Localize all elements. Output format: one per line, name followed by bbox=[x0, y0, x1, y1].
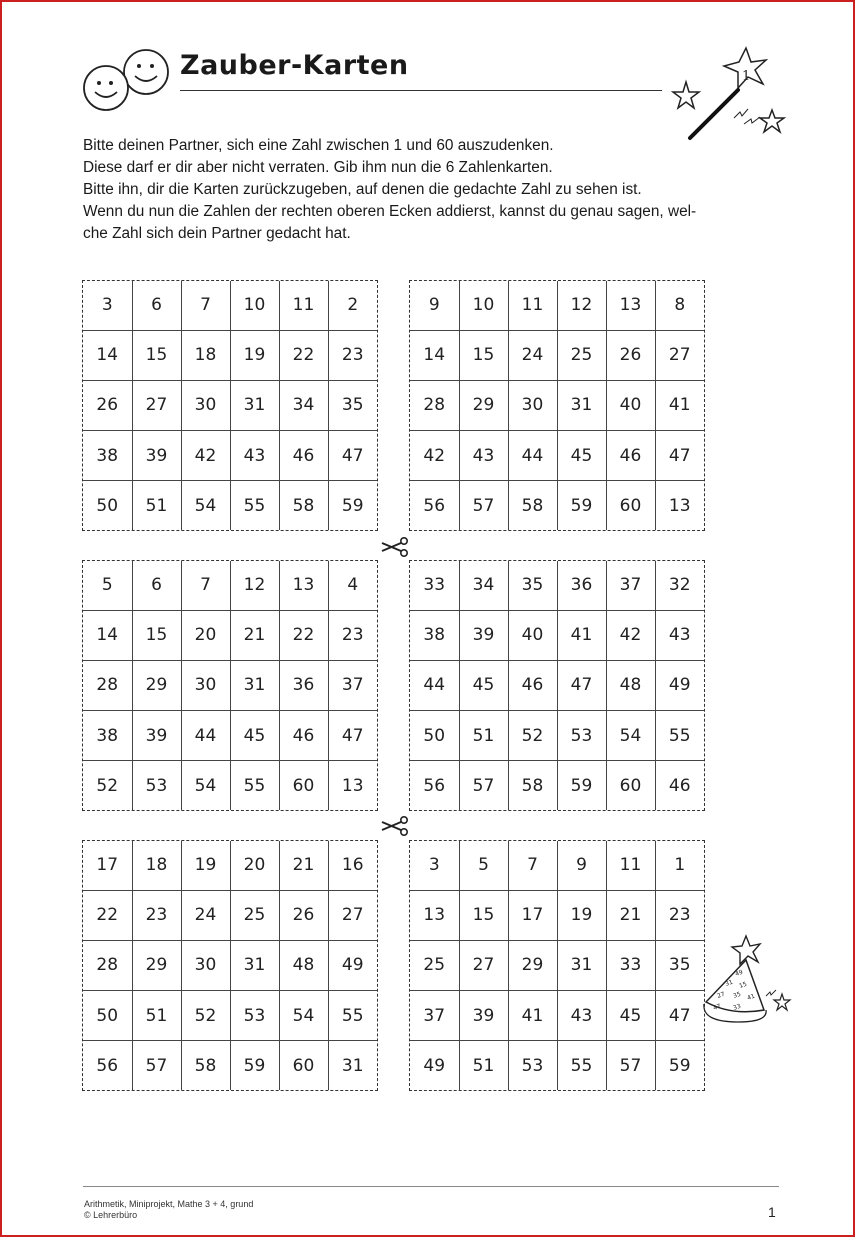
card-row bbox=[410, 991, 704, 1041]
card-number-cell: 29 bbox=[508, 940, 557, 990]
card-number-cell: 33 bbox=[410, 561, 459, 610]
card-number-cell: 54 bbox=[181, 761, 230, 810]
card-number-cell: 7 bbox=[508, 841, 557, 890]
number-card-6 bbox=[409, 840, 705, 1091]
card-number-cell: 50 bbox=[83, 481, 132, 530]
card-number-cell: 42 bbox=[410, 431, 459, 481]
card-number-cell: 26 bbox=[83, 380, 132, 430]
card-number-cell: 36 bbox=[557, 561, 606, 610]
card-number-cell: 47 bbox=[328, 431, 377, 481]
card-number-cell: 25 bbox=[557, 330, 606, 380]
card-number-cell: 54 bbox=[279, 991, 328, 1041]
card-number-cell: 13 bbox=[655, 481, 704, 530]
card-number-cell: 59 bbox=[557, 761, 606, 810]
instruction-line: Bitte ihn, dir die Karten zurückzugeben, auf denen die gedachte Zahl zu sehen ist. bbox=[83, 181, 642, 198]
card-row bbox=[410, 660, 704, 710]
smiley-faces-icon bbox=[80, 46, 176, 116]
card-number-cell: 33 bbox=[606, 940, 655, 990]
scissors-icon bbox=[380, 815, 408, 837]
card-number-cell: 23 bbox=[132, 890, 181, 940]
card-number-cell: 7 bbox=[181, 281, 230, 330]
card-number-cell: 46 bbox=[655, 761, 704, 810]
card-number-cell: 31 bbox=[230, 940, 279, 990]
card-number-cell: 23 bbox=[328, 330, 377, 380]
card-row bbox=[83, 940, 377, 990]
sheet-number-badge: 1 bbox=[742, 69, 751, 84]
card-number-cell: 41 bbox=[508, 991, 557, 1041]
card-number-cell: 37 bbox=[328, 660, 377, 710]
card-number-cell: 56 bbox=[410, 481, 459, 530]
card-number-cell: 46 bbox=[279, 431, 328, 481]
card-number-cell: 50 bbox=[410, 711, 459, 761]
card-number-cell: 7 bbox=[181, 561, 230, 610]
card-number-cell: 4 bbox=[328, 561, 377, 610]
instruction-line: Wenn du nun die Zahlen der rechten oberen Ecken addierst, kannst du genau sagen, wel- bbox=[83, 203, 697, 220]
card-number-cell: 11 bbox=[508, 281, 557, 330]
card-number-cell: 12 bbox=[230, 561, 279, 610]
card-row bbox=[83, 330, 377, 380]
card-number-cell: 8 bbox=[655, 281, 704, 330]
card-number-cell: 45 bbox=[606, 991, 655, 1041]
card-number-cell: 40 bbox=[508, 610, 557, 660]
card-number-cell: 28 bbox=[83, 660, 132, 710]
wizard-hat-icon bbox=[702, 930, 794, 1026]
card-number-cell: 29 bbox=[132, 940, 181, 990]
card-number-cell: 30 bbox=[181, 380, 230, 430]
card-number-cell: 19 bbox=[230, 330, 279, 380]
card-row bbox=[410, 561, 704, 610]
card-row bbox=[410, 380, 704, 430]
card-number-cell: 58 bbox=[279, 481, 328, 530]
card-number-cell: 52 bbox=[181, 991, 230, 1041]
card-number-cell: 13 bbox=[410, 890, 459, 940]
card-number-cell: 55 bbox=[230, 481, 279, 530]
svg-text:33: 33 bbox=[732, 1002, 742, 1012]
card-number-cell: 55 bbox=[230, 761, 279, 810]
title-underline bbox=[180, 90, 662, 91]
card-number-cell: 46 bbox=[508, 660, 557, 710]
card-number-cell: 14 bbox=[410, 330, 459, 380]
card-row bbox=[410, 481, 704, 530]
instruction-line: Bitte deinen Partner, sich eine Zahl zwischen 1 und 60 auszudenken. bbox=[83, 137, 554, 154]
card-number-cell: 30 bbox=[508, 380, 557, 430]
card-number-cell: 37 bbox=[606, 561, 655, 610]
magic-wand-icon bbox=[666, 46, 796, 146]
card-number-cell: 9 bbox=[410, 281, 459, 330]
number-card-2 bbox=[409, 280, 705, 531]
card-number-cell: 27 bbox=[459, 940, 508, 990]
card-number-cell: 43 bbox=[459, 431, 508, 481]
card-number-cell: 54 bbox=[181, 481, 230, 530]
card-number-cell: 28 bbox=[410, 380, 459, 430]
card-number-cell: 25 bbox=[410, 940, 459, 990]
card-row bbox=[83, 610, 377, 660]
card-number-cell: 16 bbox=[328, 841, 377, 890]
footer-line: Arithmetik, Miniprojekt, Mathe 3 + 4, grund bbox=[84, 1199, 254, 1209]
card-number-cell: 47 bbox=[655, 991, 704, 1041]
card-number-cell: 22 bbox=[83, 890, 132, 940]
card-number-cell: 5 bbox=[459, 841, 508, 890]
card-number-cell: 11 bbox=[606, 841, 655, 890]
card-number-cell: 34 bbox=[459, 561, 508, 610]
card-number-cell: 2 bbox=[328, 281, 377, 330]
card-row bbox=[410, 281, 704, 330]
card-number-cell: 44 bbox=[508, 431, 557, 481]
card-number-cell: 18 bbox=[132, 841, 181, 890]
card-number-cell: 54 bbox=[606, 711, 655, 761]
card-number-cell: 60 bbox=[606, 481, 655, 530]
page-title: Zauber-Karten bbox=[180, 50, 409, 81]
card-number-cell: 51 bbox=[459, 1041, 508, 1090]
card-number-cell: 39 bbox=[132, 711, 181, 761]
card-number-cell: 11 bbox=[279, 281, 328, 330]
card-row bbox=[410, 711, 704, 761]
card-number-cell: 53 bbox=[230, 991, 279, 1041]
card-number-cell: 47 bbox=[655, 431, 704, 481]
card-number-cell: 57 bbox=[132, 1041, 181, 1090]
card-number-cell: 12 bbox=[557, 281, 606, 330]
card-number-cell: 37 bbox=[410, 991, 459, 1041]
card-number-cell: 38 bbox=[83, 431, 132, 481]
card-row bbox=[83, 281, 377, 330]
card-number-cell: 47 bbox=[328, 711, 377, 761]
card-number-cell: 23 bbox=[328, 610, 377, 660]
footer-copyright: © Lehrerbüro bbox=[84, 1210, 138, 1220]
card-number-cell: 13 bbox=[606, 281, 655, 330]
instructions-text bbox=[83, 135, 783, 245]
card-number-cell: 49 bbox=[410, 1041, 459, 1090]
card-number-cell: 39 bbox=[459, 610, 508, 660]
card-number-cell: 15 bbox=[459, 890, 508, 940]
card-row bbox=[83, 711, 377, 761]
card-number-cell: 21 bbox=[230, 610, 279, 660]
page-number: 1 bbox=[768, 1204, 776, 1220]
card-number-cell: 59 bbox=[328, 481, 377, 530]
card-number-cell: 47 bbox=[557, 660, 606, 710]
card-number-cell: 39 bbox=[459, 991, 508, 1041]
card-number-cell: 27 bbox=[655, 330, 704, 380]
card-row bbox=[410, 940, 704, 990]
card-number-cell: 31 bbox=[230, 380, 279, 430]
card-number-cell: 49 bbox=[328, 940, 377, 990]
card-number-cell: 29 bbox=[459, 380, 508, 430]
card-number-cell: 15 bbox=[132, 610, 181, 660]
card-number-cell: 41 bbox=[557, 610, 606, 660]
card-number-cell: 46 bbox=[606, 431, 655, 481]
card-number-cell: 55 bbox=[557, 1041, 606, 1090]
card-row bbox=[83, 841, 377, 890]
card-number-cell: 42 bbox=[181, 431, 230, 481]
card-number-cell: 42 bbox=[606, 610, 655, 660]
card-number-cell: 59 bbox=[655, 1041, 704, 1090]
number-card-5 bbox=[82, 840, 378, 1091]
card-table bbox=[410, 841, 704, 1090]
card-number-cell: 31 bbox=[230, 660, 279, 710]
card-row bbox=[410, 330, 704, 380]
card-number-cell: 51 bbox=[132, 991, 181, 1041]
card-number-cell: 15 bbox=[459, 330, 508, 380]
card-number-cell: 52 bbox=[83, 761, 132, 810]
card-number-cell: 60 bbox=[606, 761, 655, 810]
card-number-cell: 38 bbox=[83, 711, 132, 761]
card-number-cell: 19 bbox=[181, 841, 230, 890]
card-row bbox=[410, 1041, 704, 1090]
card-row bbox=[83, 890, 377, 940]
card-row bbox=[83, 481, 377, 530]
card-number-cell: 57 bbox=[459, 481, 508, 530]
card-row bbox=[410, 761, 704, 810]
card-number-cell: 10 bbox=[230, 281, 279, 330]
card-number-cell: 51 bbox=[132, 481, 181, 530]
card-number-cell: 48 bbox=[279, 940, 328, 990]
card-number-cell: 10 bbox=[459, 281, 508, 330]
card-number-cell: 35 bbox=[328, 380, 377, 430]
card-number-cell: 13 bbox=[328, 761, 377, 810]
card-number-cell: 32 bbox=[655, 561, 704, 610]
card-number-cell: 15 bbox=[132, 330, 181, 380]
card-number-cell: 53 bbox=[132, 761, 181, 810]
card-table bbox=[83, 841, 377, 1090]
card-number-cell: 23 bbox=[655, 890, 704, 940]
card-number-cell: 27 bbox=[328, 890, 377, 940]
card-number-cell: 58 bbox=[508, 481, 557, 530]
card-number-cell: 58 bbox=[181, 1041, 230, 1090]
instruction-line: che Zahl sich dein Partner gedacht hat. bbox=[83, 225, 351, 242]
card-number-cell: 24 bbox=[508, 330, 557, 380]
card-number-cell: 60 bbox=[279, 1041, 328, 1090]
card-number-cell: 59 bbox=[230, 1041, 279, 1090]
card-number-cell: 31 bbox=[328, 1041, 377, 1090]
card-number-cell: 5 bbox=[83, 561, 132, 610]
card-number-cell: 43 bbox=[230, 431, 279, 481]
card-number-cell: 28 bbox=[83, 940, 132, 990]
card-number-cell: 13 bbox=[279, 561, 328, 610]
card-number-cell: 35 bbox=[655, 940, 704, 990]
svg-text:49: 49 bbox=[734, 968, 744, 978]
card-number-cell: 24 bbox=[181, 890, 230, 940]
card-number-cell: 27 bbox=[132, 380, 181, 430]
card-number-cell: 48 bbox=[606, 660, 655, 710]
card-row bbox=[410, 841, 704, 890]
card-number-cell: 21 bbox=[606, 890, 655, 940]
card-number-cell: 45 bbox=[459, 660, 508, 710]
card-table bbox=[410, 561, 704, 810]
card-row bbox=[83, 380, 377, 430]
card-number-cell: 26 bbox=[606, 330, 655, 380]
card-number-cell: 39 bbox=[132, 431, 181, 481]
card-number-cell: 56 bbox=[83, 1041, 132, 1090]
card-number-cell: 6 bbox=[132, 561, 181, 610]
card-number-cell: 20 bbox=[230, 841, 279, 890]
card-number-cell: 9 bbox=[557, 841, 606, 890]
card-row bbox=[410, 610, 704, 660]
card-number-cell: 51 bbox=[459, 711, 508, 761]
card-number-cell: 49 bbox=[655, 660, 704, 710]
card-number-cell: 19 bbox=[557, 890, 606, 940]
card-number-cell: 45 bbox=[230, 711, 279, 761]
card-row bbox=[83, 660, 377, 710]
card-number-cell: 20 bbox=[181, 610, 230, 660]
card-number-cell: 35 bbox=[508, 561, 557, 610]
card-number-cell: 34 bbox=[279, 380, 328, 430]
footer-source bbox=[84, 1199, 253, 1221]
card-number-cell: 18 bbox=[181, 330, 230, 380]
card-number-cell: 3 bbox=[83, 281, 132, 330]
card-number-cell: 36 bbox=[279, 660, 328, 710]
card-number-cell: 41 bbox=[655, 380, 704, 430]
svg-text:27: 27 bbox=[716, 990, 726, 1000]
card-number-cell: 53 bbox=[557, 711, 606, 761]
card-number-cell: 22 bbox=[279, 610, 328, 660]
card-number-cell: 56 bbox=[410, 761, 459, 810]
card-number-cell: 40 bbox=[606, 380, 655, 430]
card-number-cell: 29 bbox=[132, 660, 181, 710]
card-number-cell: 31 bbox=[557, 940, 606, 990]
card-number-cell: 30 bbox=[181, 660, 230, 710]
card-number-cell: 17 bbox=[83, 841, 132, 890]
card-row bbox=[83, 761, 377, 810]
card-number-cell: 44 bbox=[181, 711, 230, 761]
instruction-line: Diese darf er dir aber nicht verraten. Gib ihm nun die 6 Zahlenkarten. bbox=[83, 159, 553, 176]
card-number-cell: 1 bbox=[655, 841, 704, 890]
card-number-cell: 50 bbox=[83, 991, 132, 1041]
card-row bbox=[83, 431, 377, 481]
card-number-cell: 52 bbox=[508, 711, 557, 761]
svg-text:47: 47 bbox=[712, 1002, 722, 1012]
svg-text:41: 41 bbox=[746, 992, 756, 1002]
card-number-cell: 53 bbox=[508, 1041, 557, 1090]
card-table bbox=[410, 281, 704, 530]
card-row bbox=[83, 561, 377, 610]
card-number-cell: 57 bbox=[606, 1041, 655, 1090]
card-row bbox=[410, 431, 704, 481]
svg-text:35: 35 bbox=[732, 990, 742, 1000]
card-number-cell: 6 bbox=[132, 281, 181, 330]
number-card-1 bbox=[82, 280, 378, 531]
card-number-cell: 45 bbox=[557, 431, 606, 481]
card-row bbox=[83, 991, 377, 1041]
card-number-cell: 46 bbox=[279, 711, 328, 761]
card-number-cell: 43 bbox=[655, 610, 704, 660]
card-number-cell: 58 bbox=[508, 761, 557, 810]
card-number-cell: 3 bbox=[410, 841, 459, 890]
number-card-3 bbox=[82, 560, 378, 811]
card-number-cell: 43 bbox=[557, 991, 606, 1041]
card-number-cell: 57 bbox=[459, 761, 508, 810]
card-number-cell: 55 bbox=[655, 711, 704, 761]
scissors-icon bbox=[380, 536, 408, 558]
card-number-cell: 22 bbox=[279, 330, 328, 380]
card-number-cell: 17 bbox=[508, 890, 557, 940]
svg-text:31: 31 bbox=[724, 978, 734, 988]
footer-divider bbox=[83, 1186, 779, 1187]
card-table bbox=[83, 561, 377, 810]
number-card-4 bbox=[409, 560, 705, 811]
card-table bbox=[83, 281, 377, 530]
card-number-cell: 26 bbox=[279, 890, 328, 940]
card-number-cell: 60 bbox=[279, 761, 328, 810]
card-number-cell: 25 bbox=[230, 890, 279, 940]
card-number-cell: 31 bbox=[557, 380, 606, 430]
card-number-cell: 55 bbox=[328, 991, 377, 1041]
svg-text:15: 15 bbox=[738, 980, 748, 990]
card-number-cell: 59 bbox=[557, 481, 606, 530]
card-number-cell: 21 bbox=[279, 841, 328, 890]
card-number-cell: 44 bbox=[410, 660, 459, 710]
card-number-cell: 14 bbox=[83, 330, 132, 380]
card-number-cell: 14 bbox=[83, 610, 132, 660]
card-row bbox=[83, 1041, 377, 1090]
card-number-cell: 38 bbox=[410, 610, 459, 660]
card-number-cell: 30 bbox=[181, 940, 230, 990]
card-row bbox=[410, 890, 704, 940]
